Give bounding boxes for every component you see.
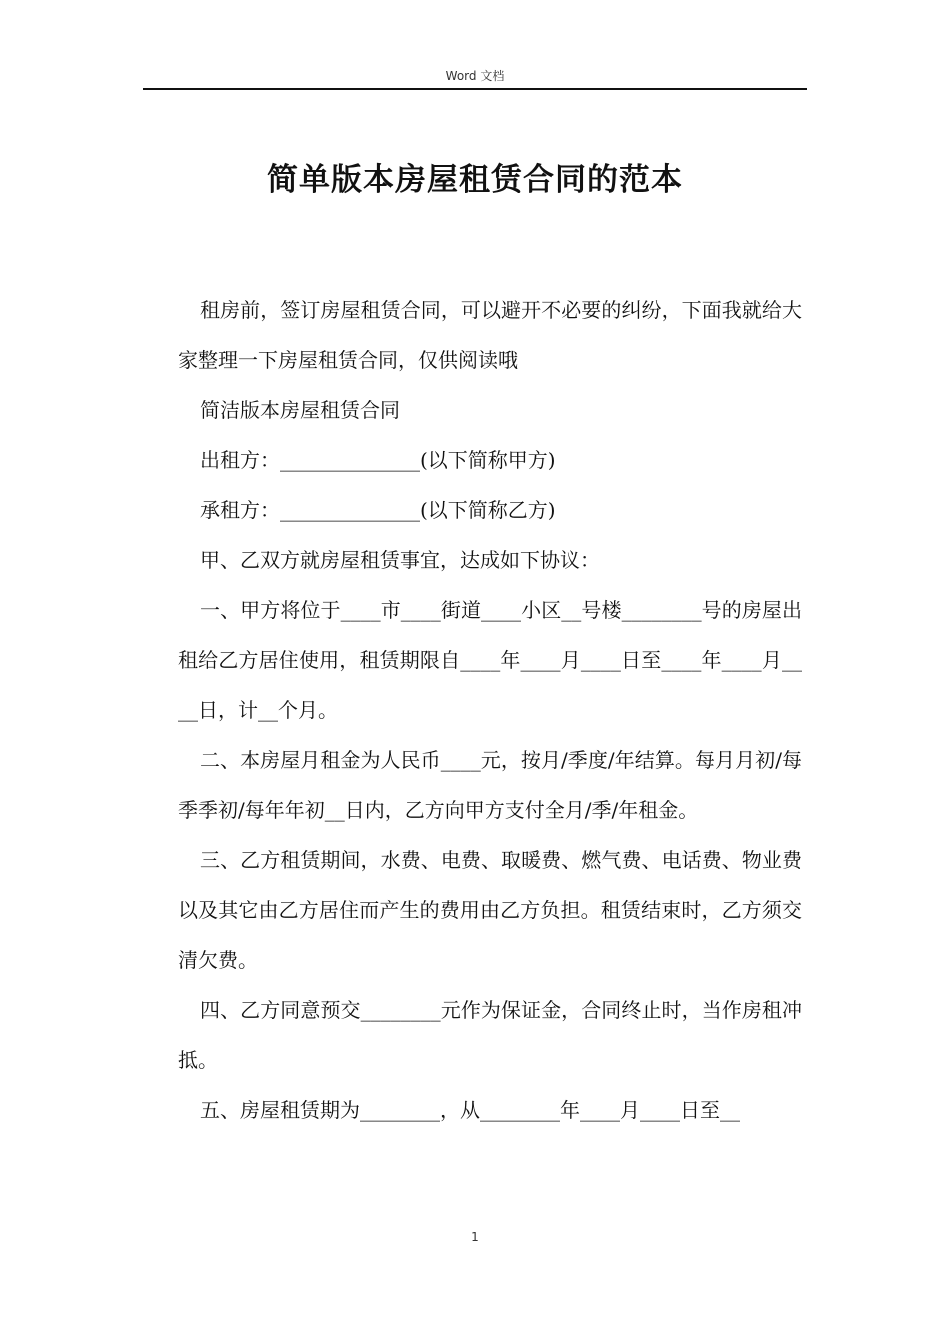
paragraph-clause-5: 五、房屋租赁期为________，从________年____月____日至__ <box>200 1098 740 1122</box>
paragraph-lessee: 承租方：______________(以下简称乙方) <box>200 498 556 522</box>
document-body <box>178 285 802 1135</box>
document-title: 简单版本房屋租赁合同的范本 <box>267 162 683 198</box>
page-header: Word 文档 <box>143 66 807 90</box>
paragraph-agreement: 甲、乙双方就房屋租赁事宜，达成如下协议： <box>200 548 600 572</box>
page-number: 1 <box>471 1230 479 1244</box>
paragraph-clause-3: 三、乙方租赁期间，水费、电费、取暖费、燃气费、电话费、物业费以及其它由乙方居住而产生的费用由乙方负担。租赁结束时，乙方须交清欠费。 <box>178 848 802 972</box>
paragraph-clause-4: 四、乙方同意预交________元作为保证金，合同终止时，当作房租冲抵。 <box>178 998 802 1072</box>
paragraph-intro: 租房前，签订房屋租赁合同，可以避开不必要的纠纷，下面我就给大家整理一下房屋租赁合同，仅供阅读哦 <box>178 298 802 372</box>
paragraph-subtitle: 简洁版本房屋租赁合同 <box>200 398 400 422</box>
paragraph-clause-2: 二、本房屋月租金为人民币____元，按月/季度/年结算。每月月初/每季季初/每年年初__日内，乙方向甲方支付全月/季/年租金。 <box>178 748 802 822</box>
paragraph-lessor: 出租方：______________(以下简称甲方) <box>200 448 556 472</box>
paragraph-clause-1: 一、甲方将位于____市____街道____小区__号楼________号的房屋出租给乙方居住使用，租赁期限自____年____月____日至____年____月____日，计__个月。 <box>178 598 802 722</box>
